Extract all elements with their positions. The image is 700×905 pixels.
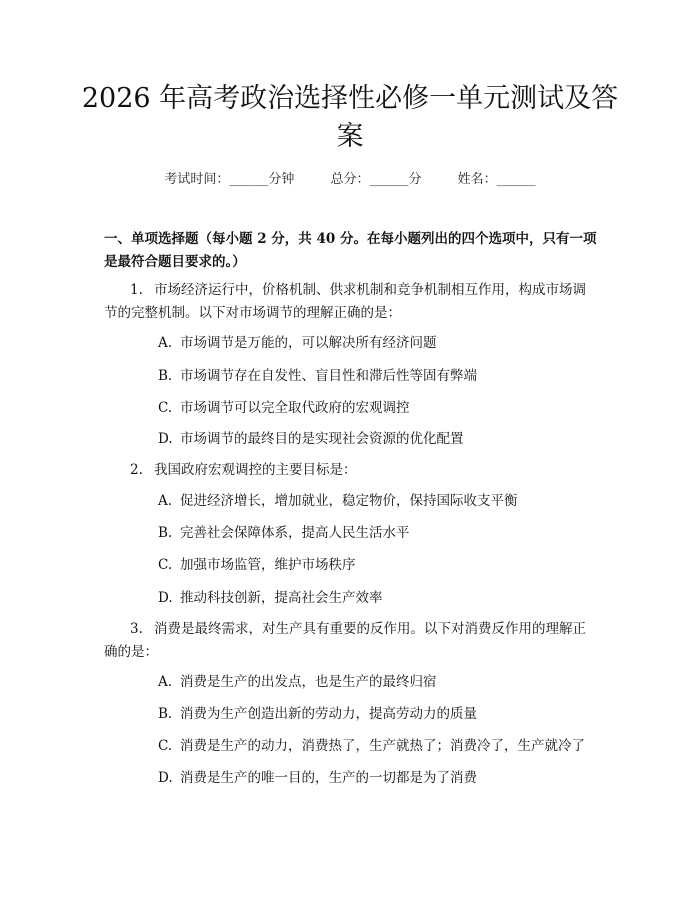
exam-time: 考试时间：______分钟 [164,172,295,187]
question-2-stem [104,459,604,482]
exam-total-score: 总分：______分 [330,172,422,187]
option-letter: A. [158,674,173,690]
title-line-1: 2026 年高考政治选择性必修一单元测试及答 [81,83,619,114]
option-text: 市场调节可以完全取代政府的宏观调控 [180,400,410,416]
option-text: 完善社会保障体系，提高人民生活水平 [180,525,410,541]
question-3-option-a [158,672,628,692]
question-2-option-d [158,588,628,608]
option-letter: D. [158,590,173,606]
section-heading-line-2: 是最符合题目要求的。） [104,254,246,270]
option-text: 市场调节存在自发性、盲目性和滞后性等固有弊端 [180,368,477,384]
option-letter: B. [158,368,173,384]
option-letter: C. [158,557,173,573]
option-letter: B. [158,706,173,722]
question-2-option-a [158,491,628,511]
option-text: 促进经济增长，增加就业，稳定物价，保持国际收支平衡 [180,493,518,509]
question-1-option-b [158,366,628,386]
question-stem-line-1: 市场经济运行中，价格机制、供求机制和竞争机制相互作用，构成市场调 [154,282,586,298]
exam-name-field: 姓名：______ [457,172,536,187]
question-number: 2. [130,462,143,478]
question-stem-line-1: 我国政府宏观调控的主要目标是： [154,462,357,478]
exam-meta [0,168,700,187]
question-stem-line-2: 确的是： [104,644,158,660]
option-letter: C. [158,400,173,416]
section-heading-line-1: 一、单项选择题（每小题 2 分，共 40 分。在每小题列出的四个选项中，只有一项 [104,231,597,247]
title-line-2: 案 [336,121,364,152]
option-letter: D. [158,770,173,786]
option-text: 市场调节是万能的，可以解决所有经济问题 [180,335,437,351]
question-3-option-b [158,704,628,724]
question-1-stem [104,279,604,325]
question-2-option-c [158,555,628,575]
option-text: 消费为生产创造出新的劳动力，提高劳动力的质量 [180,706,477,722]
question-3-option-c [158,736,628,756]
option-text: 消费是生产的动力，消费热了，生产就热了；消费冷了，生产就冷了 [180,738,585,754]
question-3-option-d [158,768,628,788]
option-letter: D. [158,431,173,447]
option-text: 加强市场监管，维护市场秩序 [180,557,356,573]
question-number: 3. [130,621,143,637]
option-text: 消费是生产的出发点，也是生产的最终归宿 [180,674,437,690]
page-title [60,80,640,156]
question-stem-line-1: 消费是最终需求，对生产具有重要的反作用。以下对消费反作用的理解正 [154,621,586,637]
option-letter: A. [158,335,173,351]
option-letter: C. [158,738,173,754]
option-letter: B. [158,525,173,541]
option-text: 市场调节的最终目的是实现社会资源的优化配置 [180,431,464,447]
section-heading [104,228,604,274]
question-1-option-d [158,429,628,449]
question-stem-line-2: 节的完整机制。以下对市场调节的理解正确的是： [104,305,401,321]
question-1-option-a [158,333,628,353]
option-letter: A. [158,493,173,509]
option-text: 消费是生产的唯一目的，生产的一切都是为了消费 [180,770,477,786]
question-1-option-c [158,398,628,418]
question-number: 1. [130,282,143,298]
option-text: 推动科技创新，提高社会生产效率 [180,590,383,606]
question-3-stem [104,618,604,664]
question-2-option-b [158,523,628,543]
